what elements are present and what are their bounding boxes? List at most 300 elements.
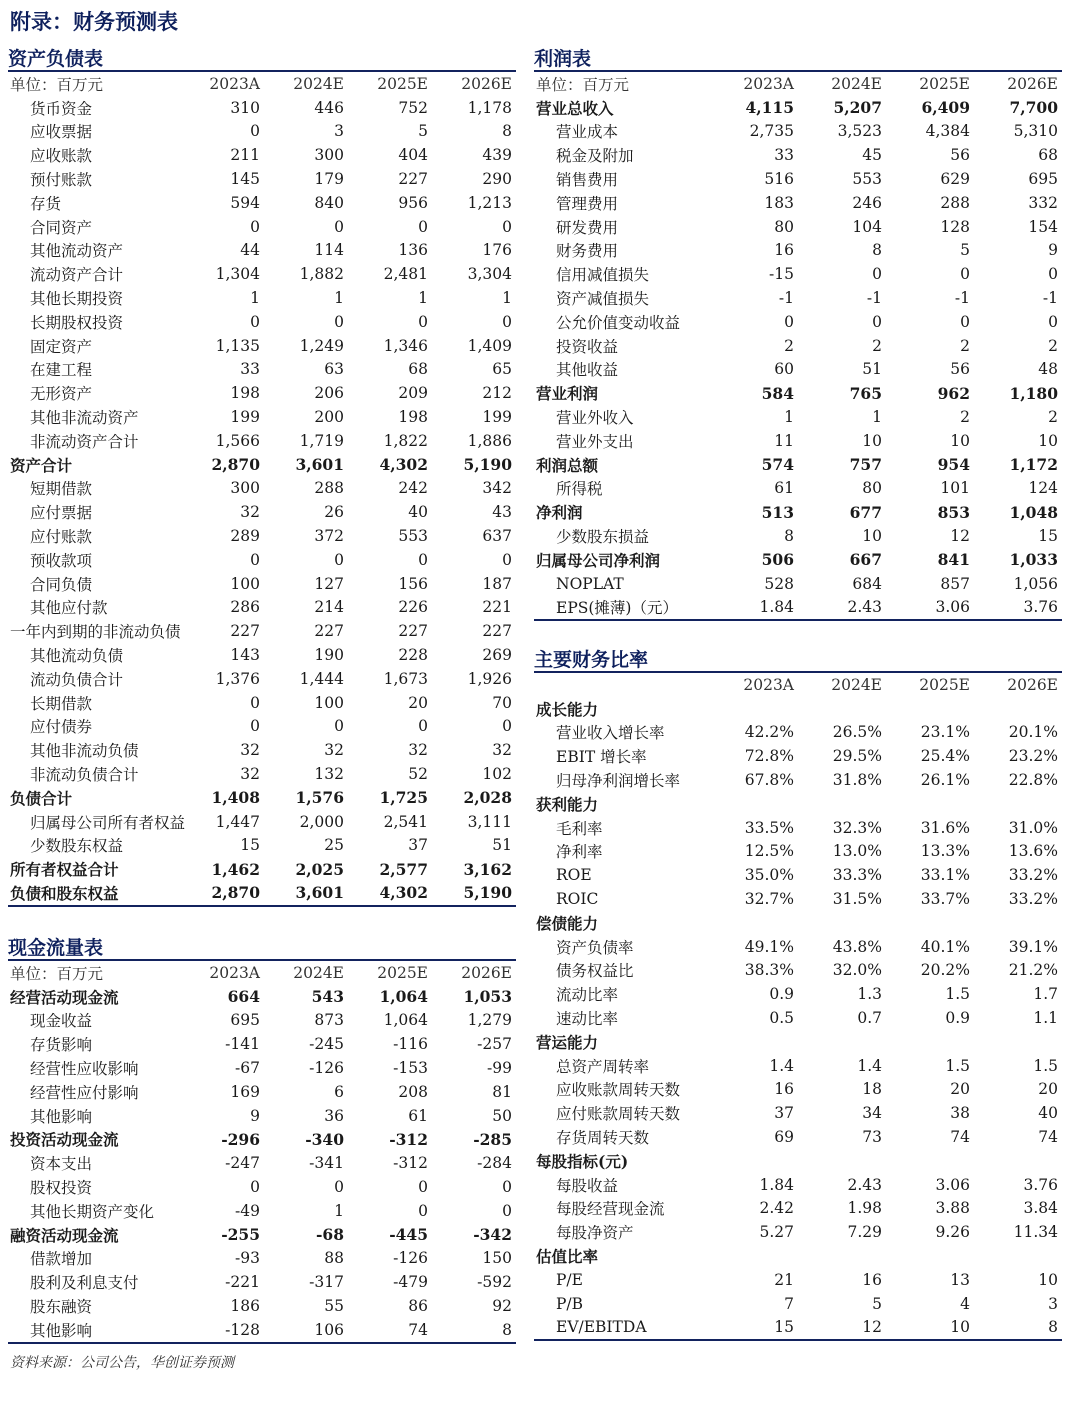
row-label: 少数股东权益 (30, 837, 124, 856)
cell-value: 5 (872, 1294, 882, 1313)
row-label: 其他流动资产 (30, 242, 124, 261)
table-row (534, 959, 1062, 983)
table-row (534, 697, 1062, 721)
cell-value: 1.84 (710, 596, 798, 621)
cell-value: 32 (240, 765, 260, 783)
cell-value: 372 (314, 527, 344, 546)
cell-value (974, 1030, 1062, 1054)
row-label: 预收款项 (30, 551, 93, 570)
table-row (534, 96, 1062, 120)
cell-value (710, 1030, 798, 1054)
row-label: EV/EBITDA (534, 1316, 710, 1341)
row-label: 其他长期资产变化 (30, 1202, 155, 1221)
table-header-row (8, 72, 516, 96)
cell-value: 637 (482, 527, 512, 546)
cell-value: 3.76 (974, 596, 1062, 621)
cell-value: 45 (862, 146, 882, 165)
cell-value: 186 (230, 1297, 260, 1316)
cell-value: 1,178 (467, 98, 512, 117)
cell-value: -1 (866, 289, 882, 308)
row-label: 管理费用 (556, 194, 619, 213)
cell-value: 1 (250, 289, 260, 308)
cell-value: 1 (334, 1201, 344, 1220)
cell-value: 35.0% (744, 866, 794, 885)
row-label: 借款增加 (30, 1250, 93, 1269)
cell-value: 3 (334, 122, 344, 141)
cell-value: 150 (482, 1249, 512, 1268)
cell-value: -312 (393, 1154, 428, 1173)
cell-value (710, 911, 798, 935)
row-label: 偿债能力 (536, 913, 599, 933)
cell-value: -245 (309, 1035, 344, 1054)
cell-value: 33.1% (920, 866, 970, 885)
cell-value: 43 (492, 503, 512, 522)
header-year: 2025E (919, 74, 970, 93)
header-year: 2023A (743, 675, 794, 694)
table-row (534, 1125, 1062, 1149)
row-label: 股利及利息支付 (30, 1274, 139, 1293)
cell-value: 1,376 (215, 669, 260, 688)
cell-value: 8 (502, 122, 512, 141)
cell-value: 3,523 (837, 122, 882, 141)
cell-value: 1,064 (383, 1011, 428, 1030)
cell-value (974, 1149, 1062, 1173)
table-row (8, 239, 516, 263)
cell-value: 61 (408, 1106, 428, 1125)
header-year: 2023A (209, 74, 260, 93)
cell-value: 1.7 (1033, 985, 1058, 1004)
row-label: 非流动资产合计 (30, 432, 139, 451)
cell-value: 20.2% (920, 961, 970, 980)
cell-value: 1.1 (1033, 1009, 1058, 1028)
cell-value: 1.84 (759, 1175, 794, 1194)
cell-value: 26.1% (920, 771, 970, 790)
table-row (8, 1080, 516, 1104)
table-row (8, 1247, 516, 1271)
table-row (8, 477, 516, 501)
cell-value (798, 1030, 886, 1054)
cell-value: 3,304 (467, 265, 512, 284)
cell-value: 11 (774, 431, 794, 450)
table-row (8, 405, 516, 429)
cell-value: 1 (872, 408, 882, 427)
cell-value: 0 (334, 1178, 344, 1197)
row-label: 存货影响 (30, 1036, 93, 1055)
cell-value: 584 (761, 383, 794, 403)
cell-value: 4,384 (925, 122, 970, 141)
row-label: 营业外收入 (556, 409, 634, 428)
cell-value: 1,048 (1009, 502, 1058, 522)
table-row (8, 286, 516, 310)
cell-value: 446 (314, 98, 344, 117)
cell-value: 198 (230, 384, 260, 403)
table-row (8, 429, 516, 453)
cell-value: 956 (398, 193, 428, 212)
row-label: 非流动负债合计 (30, 766, 139, 784)
table-row (8, 1104, 516, 1128)
header-unit-label: 单位：百万元 (10, 75, 104, 94)
cell-value: 332 (1028, 193, 1058, 212)
cell-value: -285 (473, 1129, 512, 1149)
cell-value: 1,056 (1013, 574, 1058, 593)
cell-value: 1,673 (383, 669, 428, 688)
table-row (8, 857, 516, 881)
cell-value: 8 (432, 1318, 516, 1343)
table-row (534, 1268, 1062, 1292)
cell-value: 0 (502, 312, 512, 331)
table-header-row (534, 72, 1062, 96)
cell-value: 56 (950, 146, 970, 165)
row-label: 长期借款 (30, 694, 93, 713)
cell-value: 1,213 (467, 193, 512, 212)
cell-value: 20.1% (1008, 723, 1058, 742)
cell-value: 246 (852, 193, 882, 212)
table-row (8, 262, 516, 286)
row-label: 估值比率 (536, 1247, 599, 1267)
cell-value: -99 (487, 1059, 512, 1078)
table-row (534, 840, 1062, 864)
cell-value: 2,870 (180, 881, 264, 906)
cell-value: 962 (937, 383, 970, 403)
cell-value: 100 (230, 574, 260, 593)
cell-value: 0 (250, 717, 260, 736)
cell-value: 16 (774, 241, 794, 260)
row-label: 信用减值损失 (556, 266, 650, 285)
cell-value: 228 (398, 646, 428, 665)
cell-value: 286 (230, 598, 260, 617)
cell-value: 0 (334, 550, 344, 569)
cell-value: 33.2% (1008, 866, 1058, 885)
row-label: 短期借款 (30, 480, 93, 499)
cell-value: 695 (1028, 170, 1058, 189)
cell-value: 176 (482, 241, 512, 260)
cell-value (886, 697, 974, 721)
cell-value: 0 (872, 312, 882, 331)
cell-value: 32 (240, 503, 260, 522)
table-row (534, 262, 1062, 286)
cell-value: 20 (408, 693, 428, 712)
cell-value: 310 (230, 98, 260, 117)
cell-value: 32 (240, 741, 260, 760)
cell-value: 0 (250, 1178, 260, 1197)
cell-value: 1,926 (467, 669, 512, 688)
cell-value (886, 1030, 974, 1054)
cell-value: 695 (230, 1011, 260, 1030)
ratios-table (534, 673, 1062, 1341)
cell-value (886, 1244, 974, 1268)
cell-value: 1.5 (945, 985, 970, 1004)
table-row (534, 792, 1062, 816)
table-row (8, 1223, 516, 1247)
table-row (8, 548, 516, 572)
cell-value: 128 (940, 217, 970, 236)
cell-value: 214 (314, 598, 344, 617)
row-label: ROIC (556, 890, 599, 909)
row-label: 其他长期投资 (30, 290, 124, 309)
cell-value: 1,822 (383, 431, 428, 450)
table-row (534, 721, 1062, 745)
cell-value (886, 911, 974, 935)
cell-value: 56 (950, 360, 970, 379)
row-label: 利润总额 (536, 455, 599, 475)
cell-value: 0 (960, 265, 970, 284)
cell-value: 74 (950, 1128, 970, 1147)
row-label: 经营性应付影响 (30, 1083, 139, 1102)
table-row (534, 143, 1062, 167)
cell-value: 2,577 (379, 859, 428, 879)
cell-value: 0 (250, 217, 260, 236)
cell-value: 34 (862, 1104, 882, 1123)
cell-value: 0 (334, 217, 344, 236)
cell-value: 50 (492, 1106, 512, 1125)
cell-value: 127 (314, 574, 344, 593)
header-year: 2024E (831, 675, 882, 694)
header-unit-label: 单位：百万元 (536, 75, 630, 94)
cell-value: 0 (334, 312, 344, 331)
cell-value: 16 (862, 1270, 882, 1289)
cell-value: 1,172 (1009, 455, 1058, 475)
cell-value: 26 (324, 503, 344, 522)
cell-value: 873 (314, 1011, 344, 1030)
table-row (534, 768, 1062, 792)
income-statement-section (534, 44, 1062, 621)
table-row (534, 744, 1062, 768)
cell-value: 6 (334, 1082, 344, 1101)
table-row (534, 239, 1062, 263)
cell-value: 1,053 (463, 987, 512, 1007)
header-year: 2026E (1007, 675, 1058, 694)
cell-value: 33 (774, 146, 794, 165)
cell-value: 60 (774, 360, 794, 379)
cell-value: 100 (314, 693, 344, 712)
table-row (8, 715, 516, 739)
cell-value: 757 (849, 455, 882, 475)
cell-value: 40.1% (920, 937, 970, 956)
cell-value: -340 (305, 1129, 344, 1149)
cell-value: 1 (334, 289, 344, 308)
cell-value: 0 (1048, 265, 1058, 284)
cell-value: 1,576 (295, 788, 344, 808)
cell-value: 0 (784, 312, 794, 331)
cell-value: 1.5 (1033, 1056, 1058, 1075)
table-row (8, 985, 516, 1009)
cell-value: 21 (774, 1270, 794, 1289)
cell-value: 1.5 (945, 1056, 970, 1075)
cell-value: 5 (960, 241, 970, 260)
page-title: 附录：财务预测表 (10, 9, 178, 34)
row-label: 获利能力 (536, 794, 599, 814)
cell-value: 506 (761, 550, 794, 570)
cell-value: 199 (482, 408, 512, 427)
row-label: 投资收益 (556, 337, 619, 356)
cell-value: 32.0% (832, 961, 882, 980)
table-row (8, 96, 516, 120)
table-row (534, 1101, 1062, 1125)
table-row (8, 334, 516, 358)
cell-value: -221 (225, 1273, 260, 1292)
cell-value: 200 (314, 408, 344, 427)
table-row (8, 1318, 516, 1343)
cell-value: 1,409 (467, 336, 512, 355)
cell-value (974, 1244, 1062, 1268)
cell-value: 37 (774, 1104, 794, 1123)
cell-value: 32 (408, 741, 428, 760)
table-row (8, 667, 516, 691)
cell-value: 289 (230, 527, 260, 546)
table-row (534, 596, 1062, 621)
cell-value: -341 (309, 1154, 344, 1173)
cell-value: 10 (886, 1316, 974, 1341)
cell-value: 439 (482, 146, 512, 165)
table-row (534, 1173, 1062, 1197)
cell-value: 21.2% (1008, 961, 1058, 980)
cell-value: 13.0% (832, 842, 882, 861)
row-label: 流动资产合计 (30, 266, 124, 285)
cell-value: 169 (230, 1082, 260, 1101)
cell-value: 51 (862, 360, 882, 379)
table-row (8, 810, 516, 834)
row-label: 营业成本 (556, 123, 619, 142)
cell-value: 179 (314, 170, 344, 189)
cell-value: 667 (849, 550, 882, 570)
header-year: 2024E (293, 963, 344, 982)
cell-value: 3,601 (295, 455, 344, 475)
table-row (534, 405, 1062, 429)
cell-value: 5.27 (759, 1223, 794, 1242)
cell-value: -128 (180, 1318, 264, 1343)
cell-value: 32 (492, 741, 512, 760)
row-label: 流动比率 (556, 986, 619, 1005)
cell-value: 553 (852, 170, 882, 189)
cell-value: 31.5% (832, 890, 882, 909)
cell-value: 853 (937, 502, 970, 522)
cell-value: 2.43 (798, 596, 886, 621)
cell-value: 42.2% (744, 723, 794, 742)
row-label: 每股经营现金流 (556, 1200, 665, 1219)
cell-value: 3.06 (935, 1175, 970, 1194)
table-row (534, 1006, 1062, 1030)
header-year: 2026E (461, 74, 512, 93)
cell-value: 102 (482, 765, 512, 783)
table-row (534, 524, 1062, 548)
source-note: 资料来源：公司公告，华创证券预测 (10, 1355, 234, 1371)
table-row (8, 167, 516, 191)
cell-value: 20 (1038, 1080, 1058, 1099)
cell-value: 6,409 (921, 98, 970, 118)
row-label: 税金及附加 (556, 147, 634, 166)
cell-value: 8 (974, 1316, 1062, 1341)
cell-value: 0 (1048, 312, 1058, 331)
cell-value (798, 911, 886, 935)
cell-value: 0 (502, 217, 512, 236)
cell-value: 1 (784, 408, 794, 427)
cell-value: 73 (862, 1128, 882, 1147)
cell-value: 154 (1028, 217, 1058, 236)
cell-value (974, 911, 1062, 935)
cell-value: 13.3% (920, 842, 970, 861)
table-row (8, 1175, 516, 1199)
cell-value: 86 (408, 1297, 428, 1316)
ratios-section (534, 645, 1062, 1341)
cell-value: 187 (482, 574, 512, 593)
cell-value: 227 (398, 170, 428, 189)
cell-value: 3,601 (264, 881, 348, 906)
cell-value: -68 (315, 1225, 344, 1245)
cell-value: 5 (418, 122, 428, 141)
table-row (534, 286, 1062, 310)
table-row (534, 358, 1062, 382)
table-row (8, 596, 516, 620)
row-label: 合同负债 (30, 575, 93, 594)
cell-value: 12 (798, 1316, 886, 1341)
table-row (534, 453, 1062, 477)
cell-value: 190 (314, 646, 344, 665)
row-label: 其他应付款 (30, 599, 108, 618)
cell-value: 1.4 (769, 1056, 794, 1075)
cell-value: 677 (849, 502, 882, 522)
cell-value: 32.3% (832, 818, 882, 837)
table-row (8, 524, 516, 548)
table-row (8, 643, 516, 667)
cell-value: -445 (389, 1225, 428, 1245)
cell-value (710, 697, 798, 721)
cell-value: 55 (324, 1297, 344, 1316)
table-row (8, 1056, 516, 1080)
row-label: EBIT 增长率 (556, 748, 647, 767)
cell-value: 20 (950, 1080, 970, 1099)
table-row (534, 500, 1062, 524)
table-row (534, 1316, 1062, 1341)
cell-value: 43.8% (832, 937, 882, 956)
cell-value: 752 (398, 98, 428, 117)
cell-value: -592 (477, 1273, 512, 1292)
cell-value: 104 (852, 217, 882, 236)
table-row (8, 834, 516, 858)
cell-value: 212 (482, 384, 512, 403)
cell-value: 52 (408, 765, 428, 783)
cell-value (798, 1244, 886, 1268)
cell-value: 227 (314, 622, 344, 641)
cell-value: 2,025 (295, 859, 344, 879)
cell-value: 0 (502, 717, 512, 736)
cell-value: 1 (502, 289, 512, 308)
cell-value: 124 (1028, 479, 1058, 498)
row-label: 负债和股东权益 (8, 881, 180, 906)
row-label: 总资产周转率 (556, 1057, 650, 1076)
cell-value: 208 (398, 1082, 428, 1101)
cell-value: 211 (230, 146, 260, 165)
cell-value: 68 (1038, 146, 1058, 165)
cell-value: 227 (230, 622, 260, 641)
cell-value: 574 (761, 455, 794, 475)
cell-value: 5,207 (833, 98, 882, 118)
row-label: 合同资产 (30, 218, 93, 237)
row-label: 债务权益比 (556, 962, 634, 981)
table-row (534, 310, 1062, 334)
cell-value: 15 (1038, 527, 1058, 546)
cell-value: 0 (418, 550, 428, 569)
header-year: 2024E (293, 74, 344, 93)
cell-value: 33.5% (744, 818, 794, 837)
cell-value: 2 (872, 336, 882, 355)
cell-value: 1,886 (467, 431, 512, 450)
cell-value: 0 (418, 1178, 428, 1197)
cell-value: 18 (862, 1080, 882, 1099)
cell-value: 10 (1038, 431, 1058, 450)
cell-value: 26.5% (832, 723, 882, 742)
cell-value: 629 (940, 170, 970, 189)
row-label: 货币资金 (30, 99, 93, 118)
